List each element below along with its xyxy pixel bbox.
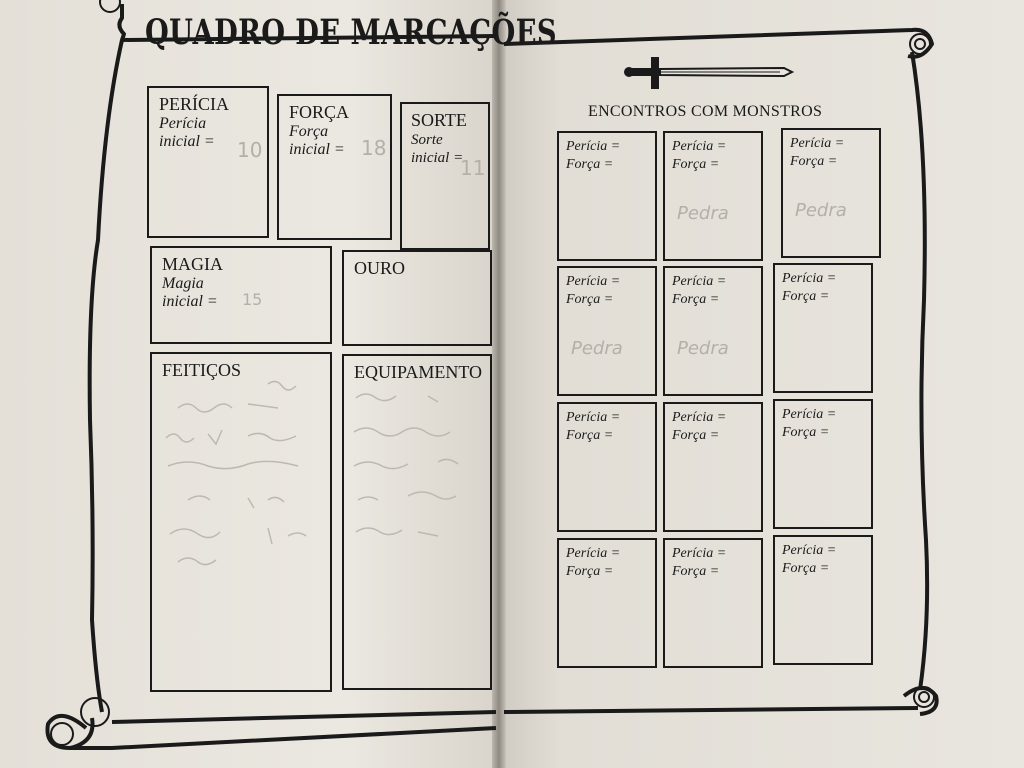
handwritten-equipment-notes	[348, 382, 488, 572]
page-title: QUADRO DE MARCAÇÕES	[145, 12, 558, 53]
monster-forca-label: Força =	[672, 564, 720, 579]
monster-encounter-box	[773, 535, 873, 665]
monster-forca-label: Força =	[566, 157, 614, 172]
monster-forca-label: Força =	[672, 157, 720, 172]
monster-pericia-label: Perícia =	[782, 271, 837, 286]
monster-pericia-label: Perícia =	[782, 407, 837, 422]
sorte-label: SORTE	[411, 110, 467, 130]
forca-initial-value: 18	[361, 136, 387, 160]
pericia-initial-value: 10	[237, 138, 263, 162]
monster-forca-label: Força =	[790, 154, 838, 169]
monster-encounter-box	[663, 131, 763, 261]
monster-handwritten-note: Pedra	[677, 338, 729, 359]
monster-pericia-label: Perícia =	[566, 274, 621, 289]
monster-handwritten-note: Pedra	[571, 338, 623, 359]
monster-encounter-box	[557, 538, 657, 668]
monster-forca-label: Força =	[782, 561, 830, 576]
monster-forca-label: Força =	[672, 292, 720, 307]
ouro-box	[342, 250, 492, 346]
monster-pericia-label: Perícia =	[672, 546, 727, 561]
monster-encounter-box	[773, 263, 873, 393]
monster-encounter-box	[663, 538, 763, 668]
monster-pericia-label: Perícia =	[790, 136, 845, 151]
sorte-initial-label: Sorte inicial =	[411, 132, 464, 166]
pericia-initial-label: Perícia inicial =	[159, 115, 215, 150]
monster-pericia-label: Perícia =	[566, 139, 621, 154]
magia-box	[150, 246, 332, 344]
monster-encounter-box	[557, 266, 657, 396]
monster-pericia-label: Perícia =	[672, 410, 727, 425]
handwritten-spell-notes	[158, 374, 328, 574]
ouro-label: OURO	[354, 258, 406, 278]
equipamento-label: EQUIPAMENTO	[354, 362, 483, 382]
monster-encounter-box	[557, 402, 657, 532]
monster-handwritten-note: Pedra	[795, 200, 847, 221]
monster-forca-label: Força =	[672, 428, 720, 443]
monster-handwritten-note: Pedra	[677, 203, 729, 224]
monster-encounter-box	[773, 399, 873, 529]
forca-label: FORÇA	[289, 102, 350, 122]
forca-box	[277, 94, 392, 240]
sorte-initial-value: 11	[460, 156, 486, 180]
monster-pericia-label: Perícia =	[566, 410, 621, 425]
monster-forca-label: Força =	[566, 428, 614, 443]
monster-pericia-label: Perícia =	[566, 546, 621, 561]
magia-initial-label: Magia inicial =	[162, 275, 218, 310]
monster-forca-label: Força =	[566, 292, 614, 307]
feiticos-box	[150, 352, 332, 692]
sorte-box	[400, 102, 490, 250]
monster-pericia-label: Perícia =	[782, 543, 837, 558]
magia-label: MAGIA	[162, 254, 223, 274]
monster-encounter-box	[663, 402, 763, 532]
feiticos-label: FEITIÇOS	[162, 360, 242, 380]
magia-initial-value: 15	[242, 290, 263, 309]
monster-encounter-box	[781, 128, 881, 258]
monster-encounter-box	[663, 266, 763, 396]
monster-forca-label: Força =	[566, 564, 614, 579]
equipamento-box	[342, 354, 492, 690]
monster-encounter-box	[557, 131, 657, 261]
monster-encounters-title: ENCONTROS COM MONSTROS	[588, 103, 823, 120]
pericia-label: PERÍCIA	[159, 94, 230, 114]
monster-forca-label: Força =	[782, 425, 830, 440]
pericia-box	[147, 86, 269, 238]
monster-pericia-label: Perícia =	[672, 274, 727, 289]
monster-pericia-label: Perícia =	[672, 139, 727, 154]
sword-illustration	[624, 56, 796, 90]
forca-initial-label: Força inicial =	[289, 123, 345, 158]
monster-forca-label: Força =	[782, 289, 830, 304]
